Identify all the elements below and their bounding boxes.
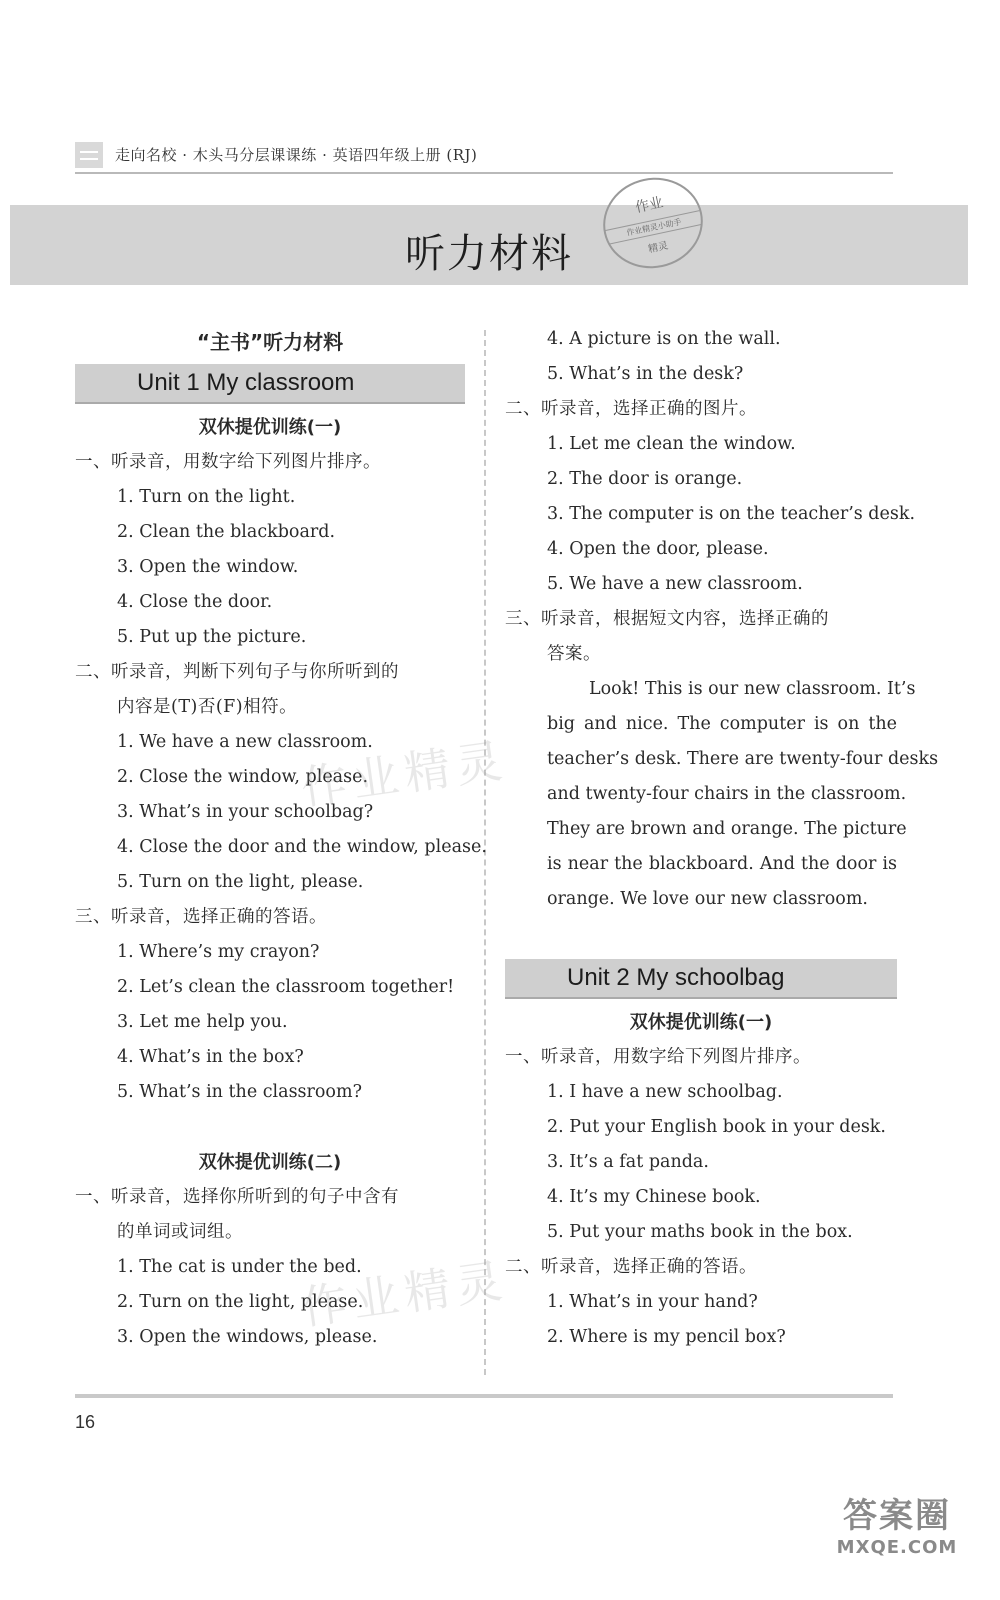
passage-line: teacher’s desk. There are twenty-four desks: [547, 749, 939, 769]
exercise-title: 双休提优训练(一): [629, 1012, 773, 1033]
list-item: 5. Put up the picture.: [117, 627, 307, 647]
book-icon: [75, 142, 103, 168]
unit-heading: Unit 2 My schoolbag: [505, 959, 897, 999]
page-title: 听力材料: [405, 231, 573, 277]
question-title: 三、听录音，根据短文内容，选择正确的: [505, 609, 829, 629]
section-main-title: “主书”听力材料: [196, 330, 344, 354]
page-number: 16: [75, 1412, 96, 1432]
question-title: 二、听录音，选择正确的图片。: [505, 399, 757, 419]
question-title: 一、听录音，用数字给下列图片排序。: [75, 452, 381, 472]
left-column: [75, 322, 487, 1355]
list-item: 1. Where’s my crayon?: [117, 942, 320, 962]
question-title: 一、听录音，用数字给下列图片排序。: [505, 1047, 811, 1067]
list-item: 3. It’s a fat panda.: [547, 1152, 709, 1172]
list-item: 3. Open the window.: [117, 557, 299, 577]
list-item: 5. Turn on the light, please.: [117, 872, 364, 892]
list-item: 5. What’s in the desk?: [547, 364, 744, 384]
footer-rule: [75, 1394, 893, 1398]
header-text: 走向名校 · 木头马分层课课练 · 英语四年级上册 (RJ): [115, 146, 478, 164]
question-title-cont: 内容是(T)否(F)相符。: [117, 697, 298, 717]
list-item: 2. The door is orange.: [547, 469, 743, 489]
question-title-cont: 答案。: [547, 644, 601, 664]
question-title-cont: 的单词或词组。: [117, 1222, 243, 1242]
list-item: 1. We have a new classroom.: [117, 732, 373, 752]
list-item: 2. Clean the blackboard.: [117, 522, 336, 542]
passage-line: big and nice. The computer is on the: [547, 714, 897, 734]
list-item: 4. Open the door, please.: [547, 539, 769, 559]
watermark: 作业精灵: [297, 1252, 512, 1336]
homework-stamp: 作业 作业精灵小助手 精灵: [595, 169, 712, 278]
list-item: 1. Turn on the light.: [117, 487, 296, 507]
list-item: 3. Open the windows, please.: [117, 1327, 378, 1347]
list-item: 4. A picture is on the wall.: [547, 329, 781, 349]
list-item: 3. The computer is on the teacher’s desk.: [547, 504, 916, 524]
list-item: 2. Turn on the light, please.: [117, 1292, 364, 1312]
list-item: 2. Where is my pencil box?: [547, 1327, 786, 1347]
passage-line: They are brown and orange. The picture: [547, 819, 907, 839]
exercise-title: 双休提优训练(二): [198, 1152, 342, 1173]
exercise-title: 双休提优训练(一): [198, 417, 342, 438]
list-item: 3. What’s in your schoolbag?: [117, 802, 374, 822]
question-title: 二、听录音，判断下列句子与你所听到的: [75, 662, 399, 682]
list-item: 1. Let me clean the window.: [547, 434, 796, 454]
running-header: [75, 138, 893, 174]
list-item: 2. Close the window, please.: [117, 767, 369, 787]
watermark: 作业精灵: [297, 732, 512, 816]
passage-line: and twenty-four chairs in the classroom.: [547, 784, 907, 804]
passage-line: Look! This is our new classroom. It’s: [589, 679, 916, 699]
question-title: 二、听录音，选择正确的答语。: [505, 1257, 757, 1277]
list-item: 1. The cat is under the bed.: [117, 1257, 362, 1277]
passage-line: is near the blackboard. And the door is: [547, 854, 897, 874]
right-column: [505, 322, 939, 1355]
list-item: 4. What’s in the box?: [117, 1047, 304, 1067]
question-title: 三、听录音，选择正确的答语。: [75, 907, 327, 927]
list-item: 1. What’s in your hand?: [547, 1292, 758, 1312]
list-item: 3. Let me help you.: [117, 1012, 288, 1032]
list-item: 2. Let’s clean the classroom together!: [117, 977, 455, 997]
question-title: 一、听录音，选择你所听到的句子中含有: [75, 1187, 399, 1207]
list-item: 5. What’s in the classroom?: [117, 1082, 362, 1102]
list-item: 5. Put your maths book in the box.: [547, 1222, 853, 1242]
title-band: [10, 205, 968, 285]
list-item: 1. I have a new schoolbag.: [547, 1082, 783, 1102]
list-item: 2. Put your English book in your desk.: [547, 1117, 886, 1137]
list-item: 4. It’s my Chinese book.: [547, 1187, 761, 1207]
list-item: 4. Close the door and the window, please.: [117, 837, 487, 857]
site-logo: 答案圈 MXQE.COM: [836, 1496, 958, 1558]
list-item: 4. Close the door.: [117, 592, 273, 612]
unit-heading: Unit 1 My classroom: [75, 364, 465, 404]
passage-line: orange. We love our new classroom.: [547, 889, 868, 909]
list-item: 5. We have a new classroom.: [547, 574, 803, 594]
